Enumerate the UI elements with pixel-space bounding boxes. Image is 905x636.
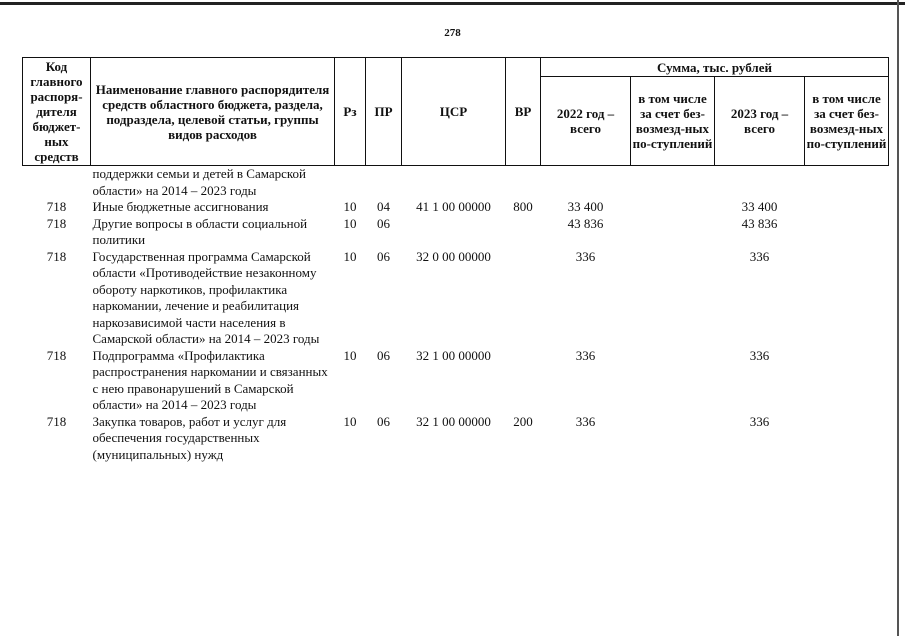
budget-table [22, 57, 889, 463]
cell-2023-total: 336 [749, 248, 770, 264]
table-row [23, 249, 889, 348]
cell-2023-total [715, 166, 805, 200]
cell-2022-free [631, 348, 715, 414]
cell-vr [506, 216, 541, 249]
cell-2023-free [805, 348, 889, 414]
cell-pr: 06 [377, 248, 390, 264]
header-2023-free: в том числе за счет без-возмезд-ных по-ступлений [805, 77, 889, 166]
top-rule [0, 2, 905, 5]
cell-pr: 04 [377, 199, 390, 214]
cell-pr: 06 [377, 413, 390, 429]
cell-name: поддержки семьи и детей в Самарской области» на 2014 – 2023 годы [92, 166, 307, 198]
cell-vr [506, 348, 541, 414]
header-2023-total: 2023 год – всего [715, 77, 805, 166]
cell-2022-free [631, 249, 715, 348]
cell-2023-free [805, 166, 889, 200]
cell-2023-total: 336 [749, 347, 770, 363]
cell-csr: 32 1 00 00000 [416, 347, 491, 363]
header-name: Наименование главного распорядителя средств областного бюджета, раздела, подраздела, целевой статьи, группы видов расходов [91, 58, 335, 166]
table-body [23, 166, 889, 464]
cell-vr: 200 [513, 413, 533, 429]
cell-rz: 10 [343, 199, 357, 214]
cell-2022-total: 336 [575, 248, 596, 264]
right-edge-rule [897, 0, 899, 636]
header-sum: Сумма, тыс. рублей [541, 58, 889, 77]
header-pr: ПР [366, 58, 402, 166]
header-code: Код главного распоря-дителя бюджет-ных средств [23, 58, 91, 166]
cell-2023-total: 43 836 [741, 215, 778, 231]
table-row [23, 414, 889, 464]
cell-rz: 10 [343, 215, 357, 231]
cell-code: 718 [46, 347, 67, 363]
header-csr: ЦСР [402, 58, 506, 166]
cell-pr: 06 [377, 347, 390, 363]
cell-name: Иные бюджетные ассигнования [92, 199, 269, 214]
cell-code: 718 [46, 413, 67, 429]
cell-2023-total: 33 400 [741, 199, 778, 214]
cell-csr: 32 1 00 00000 [416, 413, 491, 429]
cell-name: Подпрограмма «Профилактика распространения наркомании и связанных с нею правонарушений в Самарской области» на 2014 – 2023 годы [92, 347, 328, 412]
table-row [23, 199, 889, 216]
cell-csr: 32 0 00 00000 [416, 248, 491, 264]
cell-rz: 10 [343, 347, 357, 363]
cell-code: 718 [46, 199, 67, 214]
cell-2022-free [631, 166, 715, 200]
cell-2022-total: 43 836 [567, 215, 604, 231]
cell-2023-free [805, 216, 889, 249]
cell-vr [506, 166, 541, 200]
table-row [23, 166, 889, 200]
cell-rz: 10 [343, 413, 357, 429]
cell-rz [335, 166, 366, 200]
cell-csr: 41 1 00 00000 [416, 199, 491, 214]
cell-2022-free [631, 216, 715, 249]
cell-2022-free [631, 414, 715, 464]
cell-2023-free [805, 249, 889, 348]
cell-vr: 800 [513, 199, 533, 214]
cell-name: Государственная программа Самарской области «Противодействие незаконному обороту наркотиков, профилактика наркомании, лечение и реабилитация наркозависимой части населения в Самарской области» на 2014 – 2023 годы [92, 248, 320, 346]
table-header [23, 58, 889, 166]
cell-2023-total: 336 [749, 413, 770, 429]
cell-pr [366, 166, 402, 200]
cell-pr: 06 [377, 215, 390, 231]
cell-code [23, 166, 91, 200]
cell-name: Другие вопросы в области социальной политики [92, 215, 308, 247]
cell-2023-free [805, 414, 889, 464]
cell-csr [402, 216, 506, 249]
page-number: 278 [444, 27, 461, 39]
cell-code: 718 [46, 215, 67, 231]
cell-2022-total: 33 400 [567, 199, 604, 214]
cell-2022-total: 336 [575, 347, 596, 363]
table-row [23, 216, 889, 249]
cell-rz: 10 [343, 248, 357, 264]
header-2022-total: 2022 год – всего [541, 77, 631, 166]
cell-2022-free [631, 199, 715, 216]
table-row [23, 348, 889, 414]
cell-name: Закупка товаров, работ и услуг для обеспечения государственных (муниципальных) нужд [92, 413, 287, 462]
cell-csr [402, 166, 506, 200]
header-rz: Рз [335, 58, 366, 166]
header-vr: ВР [506, 58, 541, 166]
header-2022-free: в том числе за счет без-возмезд-ных по-ступлений [631, 77, 715, 166]
cell-2023-free [805, 199, 889, 216]
cell-vr [506, 249, 541, 348]
cell-2022-total: 336 [575, 413, 596, 429]
cell-code: 718 [46, 248, 67, 264]
cell-2022-total [541, 166, 631, 200]
